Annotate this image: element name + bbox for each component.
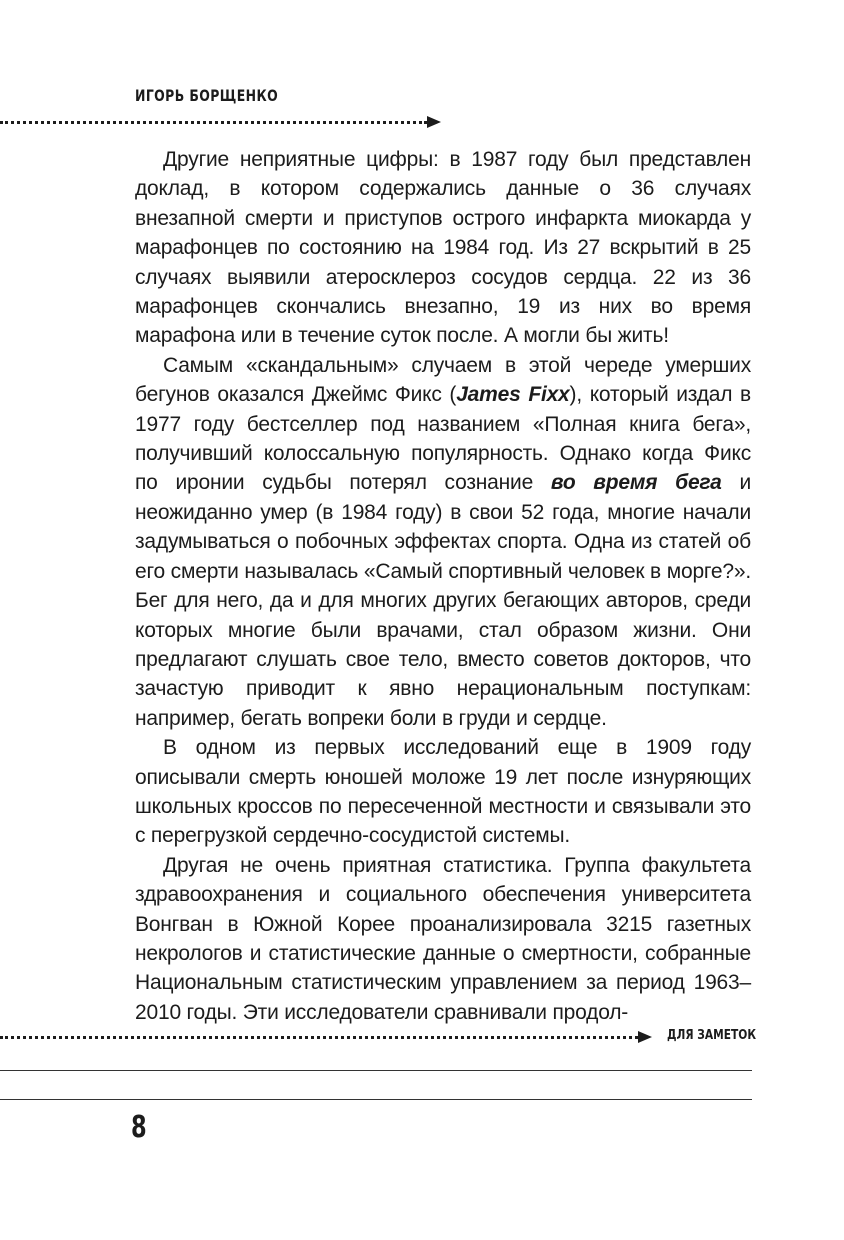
arrow-right-icon [638, 1031, 652, 1043]
paragraph-2: Самым «скандальным» случаем в этой череде умерших бегунов оказался Джеймс Фикс (James Fixx), который издал в 1977 году бестселлер под названием «Полная книга бега», получивший колоссальную популярность. Однако когда Фикс по иронии судьбы потерял сознание во время бега и неожиданно умер (в 1984 году) в свои 52 года, многие начали задумываться о побочных эффектах спорта. Одна из статей об его смерти называлась «Самый спортивный человек в морге?». Бег для него, да и для многих других бегающих авторов, среди которых многие были врачами, стал образом жизни. Они предлагают слушать свое тело, вместо советов докторов, что зачастую приводит к явно нерациональным поступкам: например, бегать вопреки боли в груди и сердце. [135, 353, 751, 730]
page-number: 8 [131, 1110, 147, 1145]
main-text [135, 145, 751, 1027]
notes-line [0, 1099, 752, 1100]
running-header-author: ИГОРЬ БОРЩЕНКО [135, 86, 279, 105]
arrow-right-icon [427, 116, 441, 128]
paragraph-1: Другие неприятные цифры: в 1987 году был представлен доклад, в котором содержались данные о 36 случаях внезапной смерти и приступов острого инфаркта миокарда у марафонцев по состоянию на 1984 год. Из 27 вскрытий в 25 случаях выявили атеросклероз сосудов сердца. 22 из 36 марафонцев скончались внезапно, 19 из них во время марафона или в течение суток после. А могли бы жить! [135, 148, 751, 348]
notes-label: ДЛЯ ЗАМЕТОК [667, 1028, 757, 1043]
paragraph-3: В одном из первых исследований еще в 1909 году описывали смерть юношей моложе 19 лет после изнуряющих школьных кроссов по пересеченной местности и связывали это с перегрузкой сердечно-сосудистой системы. [135, 736, 751, 848]
footer-dotted-arrow-rule [0, 1031, 652, 1043]
emphasis-text: во время бега [550, 471, 722, 495]
notes-line [0, 1070, 752, 1071]
paragraph-4: Другая не очень приятная статистика. Группа факультета здравоохранения и социального обеспечения университета Вонгван в Южной Корее проанализировала 3215 газетных некрологов и статистические данные о смертности, собранные Национальным статистическим управлением за период 1963–2010 годы. Эти исследователи сравнивали продол- [135, 853, 751, 1024]
english-name: James Fixx [456, 383, 570, 407]
header-dotted-arrow-rule [0, 116, 441, 128]
